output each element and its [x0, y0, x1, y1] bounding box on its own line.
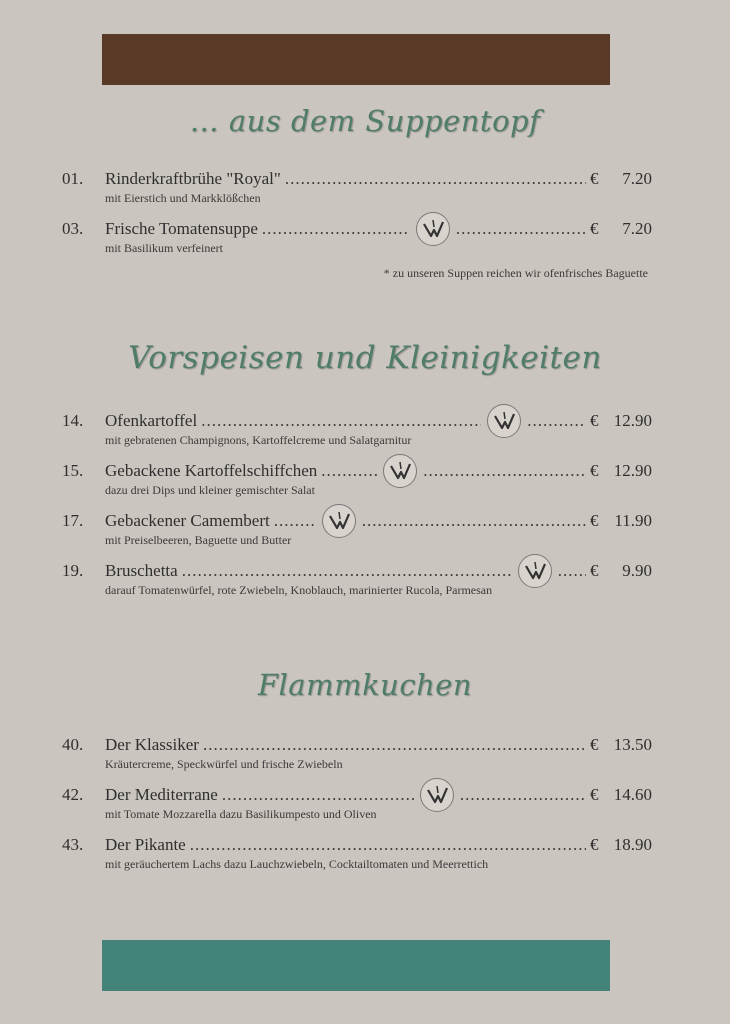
section-title-starters: Vorspeisen und Kleinigkeiten — [128, 340, 602, 376]
menu-item — [62, 733, 652, 771]
item-price: 11.90 — [614, 511, 652, 530]
dot-leader — [262, 219, 410, 239]
menu-item — [62, 559, 652, 597]
item-description: mit geräuchertem Lachs dazu Lauchzwiebeln, Cocktailtomaten und Meerrettich — [105, 857, 489, 871]
soup-note: * zu unseren Suppen reichen wir ofenfrisches Baguette — [383, 266, 648, 280]
dot-leader — [423, 461, 586, 481]
item-number: 01. — [62, 169, 84, 188]
item-number: 03. — [62, 219, 84, 238]
dot-leader — [222, 785, 414, 805]
currency: € — [590, 219, 599, 238]
dot-leader — [527, 411, 586, 431]
item-number: 17. — [62, 511, 84, 530]
item-description: darauf Tomatenwürfel, rote Zwiebeln, Knoblauch, marinierter Rucola, Parmesan — [105, 583, 493, 597]
item-name: Der Mediterrane — [105, 785, 218, 804]
item-name: Gebackene Kartoffelschiffchen — [105, 461, 318, 480]
item-price: 7.20 — [622, 219, 652, 238]
menu-item — [62, 459, 652, 497]
item-price: 12.90 — [613, 461, 652, 480]
vegetarian-badge-icon — [416, 212, 450, 246]
currency: € — [590, 785, 599, 804]
item-name: Gebackener Camembert — [105, 511, 270, 530]
item-name: Der Pikante — [105, 835, 186, 854]
currency: € — [590, 461, 599, 480]
item-number: 14. — [62, 411, 84, 430]
dot-leader — [274, 511, 316, 531]
menu-item — [62, 509, 652, 547]
item-name: Frische Tomatensuppe — [105, 219, 258, 238]
vegetarian-badge-icon — [518, 554, 552, 588]
dot-leader — [362, 511, 586, 531]
menu-item — [62, 217, 652, 255]
menu-item — [62, 783, 652, 821]
currency: € — [590, 169, 599, 188]
menu-item — [62, 167, 652, 205]
item-name: Rinderkraftbrühe "Royal" — [105, 169, 281, 188]
item-description: dazu drei Dips und kleiner gemischter Salat — [105, 483, 315, 497]
vegetarian-badge-icon — [322, 504, 356, 538]
bottom-decor-bar — [102, 940, 610, 991]
item-price: 14.60 — [613, 785, 652, 804]
menu-item — [62, 833, 652, 871]
currency: € — [590, 411, 599, 430]
item-number: 42. — [62, 785, 84, 804]
currency: € — [590, 511, 599, 530]
dot-leader — [558, 561, 586, 581]
item-description: Kräutercreme, Speckwürfel und frische Zwiebeln — [105, 757, 343, 771]
currency: € — [590, 561, 599, 580]
item-name: Bruschetta — [105, 561, 178, 580]
dot-leader — [460, 785, 586, 805]
item-price: 9.90 — [622, 561, 652, 580]
currency: € — [590, 835, 599, 854]
item-description: mit gebratenen Champignons, Kartoffelcreme und Salatgarnitur — [105, 433, 412, 447]
item-description: mit Preiselbeeren, Baguette und Butter — [105, 533, 292, 547]
dot-leader — [456, 219, 586, 239]
section-title-tarte-flambee: Flammkuchen — [257, 668, 473, 702]
item-number: 19. — [62, 561, 84, 580]
dot-leader — [190, 835, 586, 855]
item-price: 12.90 — [613, 411, 652, 430]
vegetarian-badge-icon — [487, 404, 521, 438]
top-decor-bar — [102, 34, 610, 85]
vegetarian-badge-icon — [383, 454, 417, 488]
item-description: mit Basilikum verfeinert — [105, 241, 223, 255]
section-title-soups: … aus dem Suppentopf — [189, 104, 541, 138]
item-description: mit Eierstich und Markklößchen — [105, 191, 261, 205]
currency: € — [590, 735, 599, 754]
item-price: 13.50 — [613, 735, 652, 754]
dot-leader — [182, 561, 512, 581]
item-number: 15. — [62, 461, 84, 480]
item-name: Der Klassiker — [105, 735, 199, 754]
dot-leader — [321, 461, 377, 481]
item-name: Ofenkartoffel — [105, 411, 198, 430]
dot-leader — [285, 169, 586, 189]
dot-leader — [203, 735, 586, 755]
dot-leader — [201, 411, 481, 431]
item-description: mit Tomate Mozzarella dazu Basilikumpesto und Oliven — [105, 807, 377, 821]
item-price: 18.90 — [613, 835, 652, 854]
item-number: 40. — [62, 735, 84, 754]
item-price: 7.20 — [622, 169, 652, 188]
item-number: 43. — [62, 835, 84, 854]
menu-item — [62, 409, 652, 447]
vegetarian-badge-icon — [420, 778, 454, 812]
